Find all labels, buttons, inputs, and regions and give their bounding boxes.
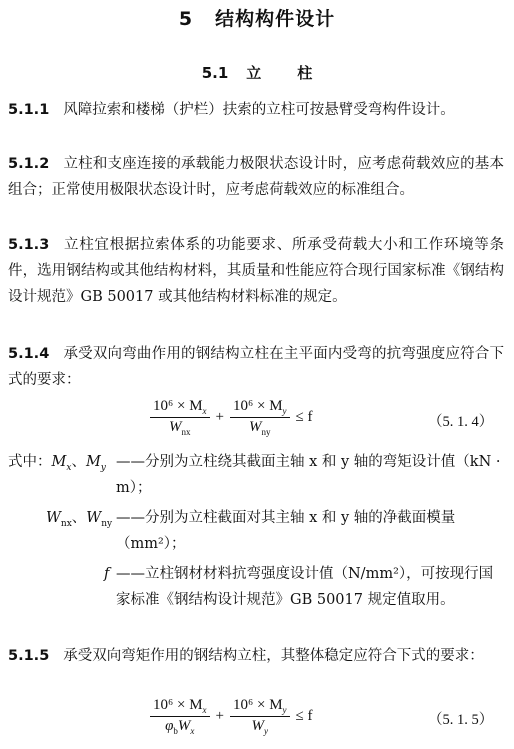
fraction-phi-mx: $\frac{10^6 \times M_x}{\varphi_bW_x}$ bbox=[150, 697, 210, 736]
symbol-m-definition: ——分别为立柱绕其截面主轴 x 和 y 轴的弯矩设计值（kN · m）； bbox=[116, 454, 501, 496]
clause-number: 5.1.2 bbox=[8, 156, 50, 172]
clause-text: 立柱宜根据拉索体系的功能要求、所承受荷载大小和工作环境等条件，选用钢结构或其他结构材料，其质量和性能应符合现行国家标准《钢结构设计规范》GB 50017 或其他结构材料标准的规定。 bbox=[8, 237, 504, 305]
section-title-char1: 立 bbox=[246, 64, 262, 82]
clause-number: 5.1.1 bbox=[8, 102, 50, 118]
fraction-my-2: $\frac{10^6 \times M_y}{W_y}$ bbox=[230, 697, 290, 736]
clause-text: 承受双向弯矩作用的钢结构立柱，其整体稳定应符合下式的要求： bbox=[63, 648, 484, 664]
clause-5-1-4 bbox=[8, 341, 504, 393]
formula-5-1-4: $\frac{10^6 \times M_x}{W_{nx}}$ + $\frac{10^6 \times M_y}{W_{ny}}$ ≤ f bbox=[150, 398, 319, 437]
clause-number: 5.1.4 bbox=[8, 346, 50, 362]
symbol-f: f bbox=[104, 566, 110, 582]
clause-text: 风障拉索和楼梯（护栏）扶索的立柱可按悬臂受弯构件设计。 bbox=[63, 102, 455, 118]
clause-5-1-3 bbox=[8, 232, 504, 310]
formula-rhs: ≤ f bbox=[295, 708, 313, 724]
symbol-w: $W_{nx}$、$W_{ny}$ bbox=[46, 510, 113, 529]
chapter-title: 结构构件设计 bbox=[215, 8, 336, 30]
section-title-char2: 柱 bbox=[297, 64, 313, 82]
symbol-w-definition: ——分别为立柱截面对其主轴 x 和 y 轴的净截面模量（mm²）； bbox=[116, 510, 456, 552]
clause-number: 5.1.5 bbox=[8, 648, 50, 664]
clause-text: 承受双向弯曲作用的钢结构立柱在主平面内受弯的抗弯强度应符合下式的要求： bbox=[8, 346, 504, 388]
section-number: 5.1 bbox=[201, 64, 229, 82]
chapter-number: 5 bbox=[178, 8, 194, 30]
equation-number-5-1-4: （5. 1. 4） bbox=[428, 414, 494, 430]
formula-rhs: ≤ f bbox=[295, 409, 313, 425]
fraction-my: $\frac{10^6 \times M_y}{W_{ny}}$ bbox=[230, 398, 290, 437]
chapter-heading bbox=[0, 4, 514, 31]
formula-5-1-5: $\frac{10^6 \times M_x}{\varphi_bW_x}$ + $\frac{10^6 \times M_y}{W_y}$ ≤ f bbox=[150, 697, 319, 736]
clause-5-1-5 bbox=[8, 643, 504, 669]
clause-5-1-1 bbox=[8, 97, 504, 123]
clause-number: 5.1.3 bbox=[8, 237, 50, 253]
where-lead: 式中：$M_x$、$M_y$ bbox=[8, 454, 106, 473]
section-heading bbox=[0, 62, 514, 83]
clause-5-1-2 bbox=[8, 151, 504, 203]
clause-text: 立柱和支座连接的承载能力极限状态设计时，应考虑荷载效应的基本组合；正常使用极限状态设计时，应考虑荷载效应的标准组合。 bbox=[8, 156, 504, 198]
symbol-f-definition: ——立柱钢材材料抗弯强度设计值（N/mm²），可按现行国家标准《钢结构设计规范》GB 50017 规定值取用。 bbox=[116, 566, 494, 608]
equation-number-5-1-5: （5. 1. 5） bbox=[428, 712, 494, 728]
fraction-mx: $\frac{10^6 \times M_x}{W_{nx}}$ bbox=[150, 398, 210, 437]
